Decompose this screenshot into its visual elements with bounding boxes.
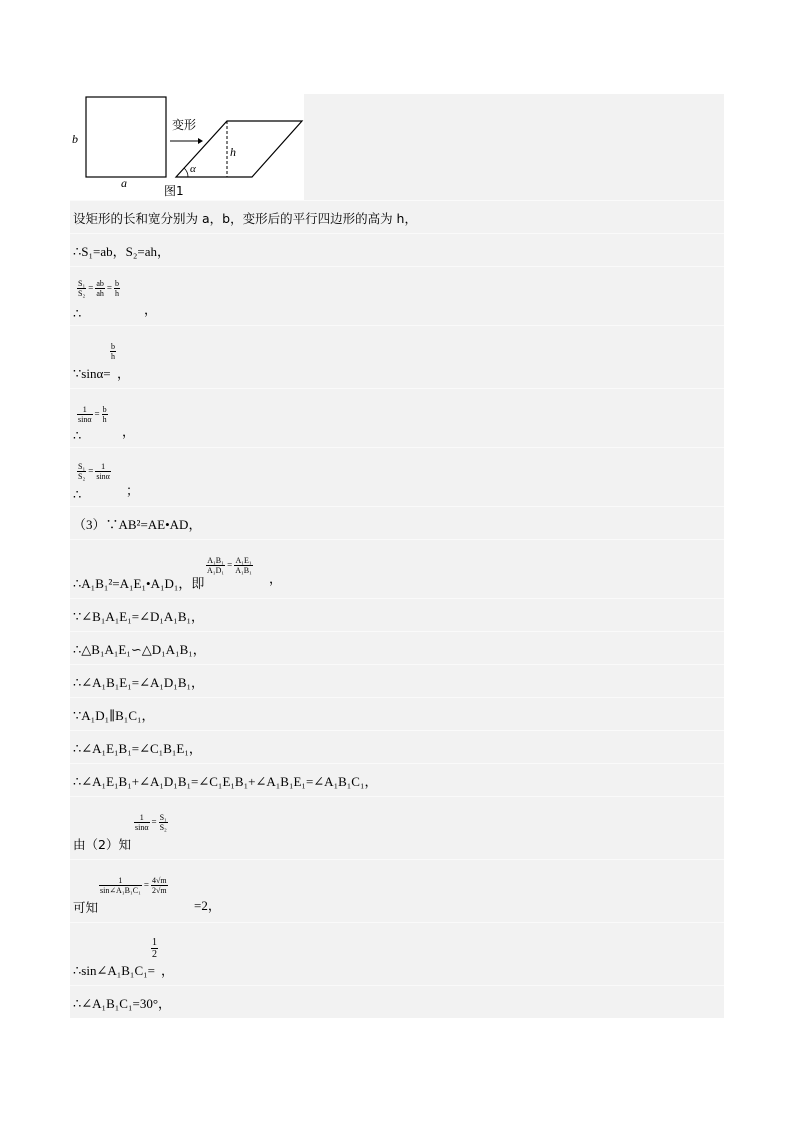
line-15	[70, 796, 724, 859]
fraction-a1b1-a1d1-a1e1-a1b1: $\frac{\text{A₁B₁}}{\text{A₁D₁}}$ = $\frac{\text{A₁E₁}}{\text{A₁B₁}}$	[207, 556, 252, 575]
label-h: h	[230, 145, 236, 159]
line-2	[70, 233, 724, 266]
solution-content	[70, 94, 724, 1018]
line-7	[70, 506, 724, 539]
line-6-suffix: ；	[126, 483, 140, 498]
line-14	[70, 763, 724, 796]
line-1	[70, 200, 724, 233]
line-3-prefix: ∴	[73, 306, 82, 321]
line-10	[70, 631, 724, 664]
line-5-suffix: ，	[122, 424, 136, 439]
line-11	[70, 664, 724, 697]
line-4	[70, 325, 724, 388]
line-2-text: ∴S₁=ab，S₂=ah，	[73, 244, 170, 259]
line-17	[70, 922, 724, 985]
line-18	[70, 985, 724, 1018]
arrow-head	[198, 138, 203, 144]
fraction-1-sin-4sqrtm-2sqrtm: $\frac{1}{\text{sin∠A₁B₁C₁}}$ = $\frac{4√m}{2√m}$	[100, 876, 167, 895]
line-15-prefix: 由（2）知	[73, 837, 131, 852]
figure-caption: 图1	[164, 184, 184, 198]
line-17-prefix: ∴sin∠A₁B₁C₁=	[73, 963, 155, 978]
line-5-prefix: ∴	[73, 428, 82, 443]
fraction-s1-s2-1-sina: $\frac{\text{S₁}}{\text{S₂}}$ = $\frac{1}{\sin\alpha}$	[78, 462, 110, 481]
line-18-text: ∴∠A₁B₁C₁=30°，	[73, 996, 172, 1011]
line-8	[70, 539, 724, 598]
line-13	[70, 730, 724, 763]
line-16-prefix: 可知	[73, 900, 99, 915]
line-14-text: ∴∠A₁E₁B₁+∠A₁D₁B₁=∠C₁E₁B₁+∠A₁B₁E₁=∠A₁B₁C₁，	[73, 774, 378, 789]
fraction-s1-s2-ab-ah-b-h: $\frac{\text{S₁}}{\text{S₂}}$ = $\frac{ab}{ah}$ = $\frac{b}{h}$	[78, 279, 119, 298]
line-3-suffix: ，	[144, 302, 158, 317]
angle-arc	[184, 168, 188, 177]
line-16	[70, 859, 724, 922]
line-6	[70, 447, 724, 506]
line-1-text: 设矩形的长和宽分别为 a，b，变形后的平行四边形的高为 h，	[73, 211, 417, 226]
line-10-text: ∴△B₁A₁E₁∽△D₁A₁B₁，	[73, 642, 206, 657]
figure-row	[70, 94, 724, 200]
line-4-prefix: ∵sinα=	[73, 366, 111, 381]
line-13-text: ∴∠A₁E₁B₁=∠C₁B₁E₁，	[73, 741, 202, 756]
label-a: a	[121, 176, 127, 190]
line-8-suffix: ，	[269, 571, 283, 586]
line-12	[70, 697, 724, 730]
rectangle-shape	[86, 97, 166, 177]
line-9-text: ∵∠B₁A₁E₁=∠D₁A₁B₁，	[73, 609, 205, 624]
line-8-prefix: ∴A₁B₁²=A₁E₁•A₁D₁，即	[73, 576, 205, 591]
figure-1	[70, 94, 304, 200]
line-16-suffix: =2，	[194, 898, 221, 913]
line-3	[70, 266, 724, 325]
fraction-b-over-h: $\frac{b}{h}$	[111, 342, 115, 361]
fraction-1-sina-b-h: $\frac{1}{\sin\alpha}$ = $\frac{b}{h}$	[78, 405, 107, 424]
label-transform: 变形	[172, 118, 197, 132]
line-7-text: （3）∵AB²=AE•AD，	[73, 517, 202, 532]
line-5	[70, 388, 724, 447]
rectangle-to-parallelogram-diagram	[70, 94, 304, 200]
line-9	[70, 598, 724, 631]
fraction-one-half: $\frac{1}{2}$	[152, 937, 157, 960]
line-6-prefix: ∴	[73, 487, 82, 502]
label-alpha: α	[190, 163, 196, 175]
line-17-suffix: ，	[161, 963, 175, 978]
line-12-text: ∵A₁D₁∥B₁C₁，	[73, 708, 155, 723]
line-4-suffix: ，	[117, 366, 131, 381]
fraction-1-sina-s1-s2: $\frac{1}{\sin\alpha}$ = $\frac{\text{S₁}}{\text{S₂}}$	[135, 813, 167, 832]
label-b: b	[72, 132, 78, 146]
line-11-text: ∴∠A₁B₁E₁=∠A₁D₁B₁，	[73, 675, 205, 690]
